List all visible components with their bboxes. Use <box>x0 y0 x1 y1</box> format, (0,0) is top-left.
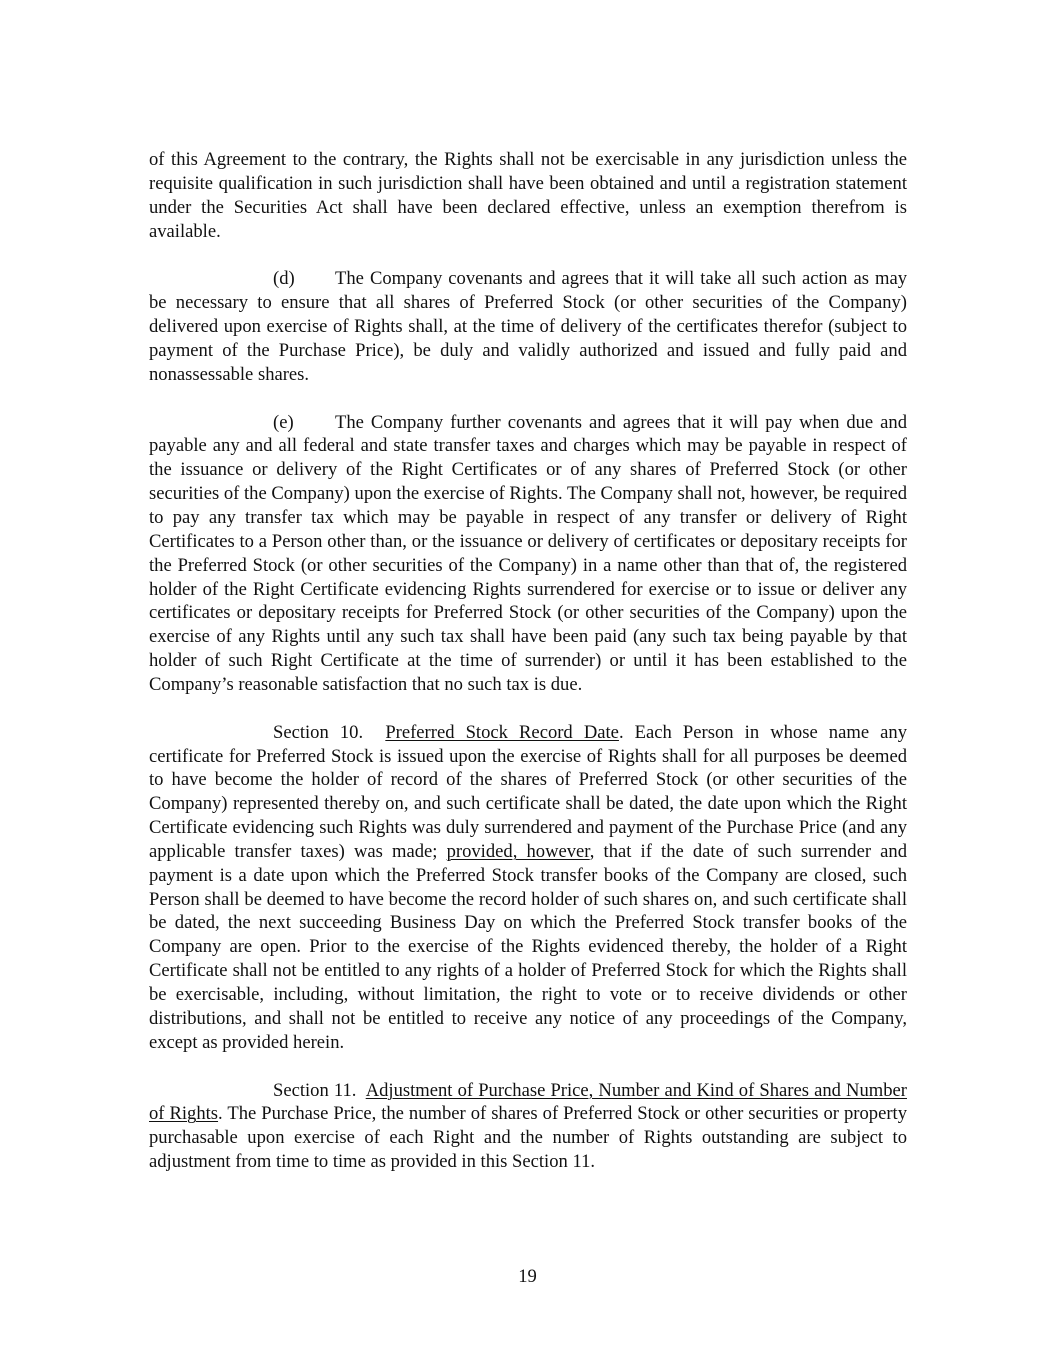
paragraph-d <box>149 267 907 386</box>
paragraph-intro: of this Agreement to the contrary, the Rights shall not be exercisable in any jurisdiction unless the requisite qualification in such jurisdiction shall have been obtained and until a registration statement under the Securities Act shall have been declared effective, unless an exemption therefrom is available. <box>149 149 907 242</box>
paragraph-e-text: The Company further covenants and agrees that it will pay when due and payable any and all federal and state transfer taxes and charges which may be payable in respect of the issuance or delivery of the Right Certificates or of any shares of Preferred Stock (or other securities of the Company) upon the exercise of Rights. The Company shall not, however, be required to pay any transfer tax which may be payable in respect of any transfer or delivery of Right Certificates to a Person other than, or the issuance or delivery of certificates or depositary receipts for the Preferred Stock (or other securities of the Company) in a name other than that of, the registered holder of the Right Certificate evidencing Rights surrendered for exercise or to issue or deliver any certificates or depositary receipts for Preferred Stock (or other securities of the Company) upon the exercise of any Rights until any such tax shall have been paid (any such tax being payable by that holder of such Right Certificate at the time of surrender) or until it has been established to the Company’s reasonable satisfaction that no such tax is due. <box>149 411 907 695</box>
section-10-text-b: , that if the date of such surrender and payment is a date upon which the Preferred Stock transfer books of the Company are closed, such Person shall be deemed to have become the record holder of such shares on, and such certificate shall be dated, the next succeeding Business Day on which the Preferred Stock transfer books of the Company are open. Prior to the exercise of the Rights evidenced thereby, the holder of a Right Certificate shall not be entitled to any rights of a holder of Preferred Stock for which the Rights shall be exercisable, including, without limitation, the right to vote or to receive dividends or other distributions, and shall not be entitled to receive any notice of any proceedings of the Company, except as provided herein. <box>149 840 908 1053</box>
page-number: 19 <box>518 1266 537 1287</box>
paragraph-e <box>149 411 907 697</box>
section-11-number: Section 11. <box>273 1079 357 1101</box>
document-body <box>149 148 907 1198</box>
section-10-number: Section 10. <box>273 721 364 743</box>
section-11-text: . The Purchase Price, the number of shares of Preferred Stock or other securities or property purchasable upon exercise of each Right and the number of Rights outstanding are subject to adjustment from time to time as provided in this Section 11. <box>149 1103 907 1173</box>
paragraph-d-text: The Company covenants and agrees that it will take all such action as may be necessary to ensure that all shares of Preferred Stock (or other securities of the Company) delivered upon exercise of Rights shall, at the time of delivery of the certificates therefor (subject to payment of the Purchase Price), be duly and validly authorized and issued and fully paid and nonassessable shares. <box>149 268 907 385</box>
section-10-heading: Preferred Stock Record Date <box>385 721 619 743</box>
section-11-heading: Adjustment of Purchase Price, Number and Kind of Shares and Number of Rights <box>149 1079 907 1125</box>
section-10-text-a: . Each Person in whose name any certificate for Preferred Stock is issued upon the exercise of Rights shall for all purposes be deemed to have become the holder of record of the shares of Preferred Stock (or other securities of the Company) represented thereby on, and such certificate shall be dated, the date upon which the Right Certificate evidencing such Rights was duly surrendered and payment of the Purchase Price (and any applicable transfer taxes) was made; <box>149 721 908 862</box>
section-10-proviso: provided, however <box>446 840 590 862</box>
paragraph-e-label: (e) <box>273 411 294 433</box>
section-10 <box>149 721 907 1055</box>
paragraph-d-label: (d) <box>273 268 295 290</box>
section-11 <box>149 1079 907 1174</box>
